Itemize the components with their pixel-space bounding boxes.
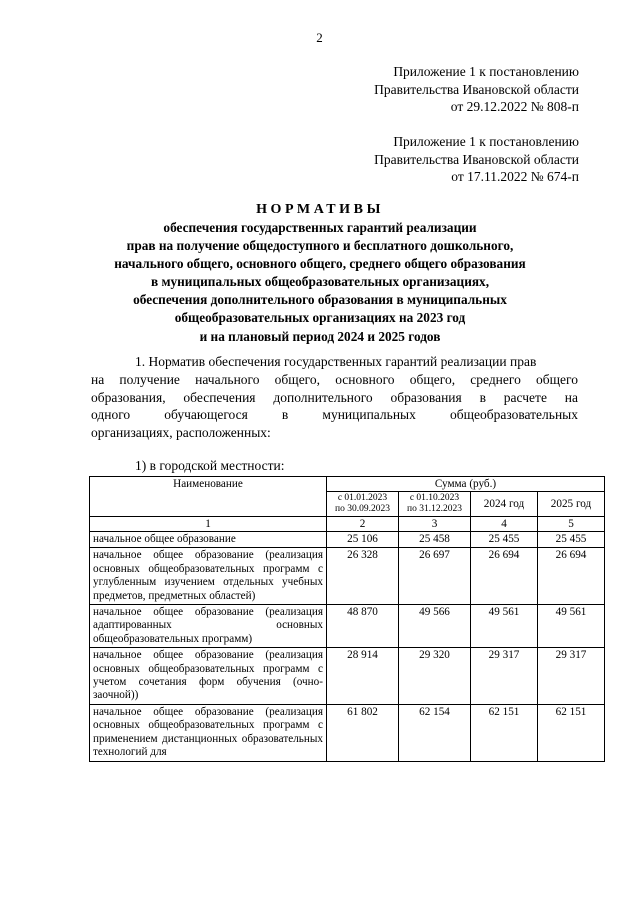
row-value: 49 561 [471,605,538,648]
header-period-1-to: по 30.09.2023 [335,504,390,514]
row-value: 62 151 [471,704,538,761]
appendix-line: Правительства Ивановской области [374,151,579,167]
header-period-2-from: с 01.10.2023 [409,493,460,503]
column-number-row [90,517,605,532]
header-period-1-from: с 01.01.2023 [337,493,388,503]
row-value: 62 151 [538,704,605,761]
paragraph-line: организациях, расположенных: [91,425,271,441]
row-value: 25 455 [471,532,538,548]
row-value: 61 802 [327,704,399,761]
table-row [90,548,605,605]
table-row [90,648,605,705]
document-title: НОРМАТИВЫ [256,202,384,217]
row-value: 25 455 [538,532,605,548]
paragraph-line: на получение начального общего, основного общего, среднего общего [91,371,578,387]
document-title-block [60,201,580,346]
row-value: 29 320 [399,648,471,705]
row-name: начальное общее образование [90,532,327,548]
paragraph-line: одного обучающегося в муниципальных общеобразовательных [91,407,578,423]
row-value: 49 566 [399,605,471,648]
row-value: 26 328 [327,548,399,605]
column-number: 3 [399,517,471,532]
appendix-line: Правительства Ивановской области [374,81,579,97]
row-value: 26 694 [538,548,605,605]
header-period-2-to: по 31.12.2023 [407,504,462,514]
header-period-1 [327,492,399,517]
subtitle-line: обеспечения дополнительного образования в муниципальных [133,292,507,308]
header-sum: Сумма (руб.) [327,477,605,492]
table-header-row [90,477,605,492]
header-year-2024: 2024 год [471,492,538,517]
subtitle-line: прав на получение общедоступного и бесплатного дошкольного, [126,238,514,254]
document-subtitle [60,219,580,346]
row-name: начальное общее образование (реализация основных общеобразовательных программ с учетом сочетания форм обучения (очно-заочной)) [90,648,327,705]
page-number: 2 [316,30,323,45]
subtitle-line: обеспечения государственных гарантий реализации [163,220,477,235]
norms-table [89,476,605,762]
row-value: 26 694 [471,548,538,605]
appendix-line: Приложение 1 к постановлению [393,64,579,79]
header-period-2 [399,492,471,517]
column-number: 2 [327,517,399,532]
subsection-label: 1) в городской местности: [135,458,285,473]
row-value: 25 458 [399,532,471,548]
row-name: начальное общее образование (реализация основных общеобразовательных программ с применением дистанционных образовательных технологий для [90,704,327,761]
table-row [90,704,605,761]
row-value: 62 154 [399,704,471,761]
row-value: 28 914 [327,648,399,705]
appendix-reference-current [374,63,579,116]
row-value: 25 106 [327,532,399,548]
appendix-line: от 17.11.2022 № 674-п [451,169,579,184]
subtitle-line: и на плановый период 2024 и 2025 годов [199,328,441,344]
subtitle-line: начального общего, основного общего, среднего общего образования [114,256,526,272]
header-year-2025: 2025 год [538,492,605,517]
paragraph-1 [91,353,578,442]
header-name: Наименование [90,477,327,517]
column-number: 4 [471,517,538,532]
subtitle-line: общеобразовательных организациях на 2023 год [174,310,466,326]
appendix-reference-original [374,133,579,186]
row-value: 49 561 [538,605,605,648]
row-value: 48 870 [327,605,399,648]
row-value: 29 317 [471,648,538,705]
row-value: 29 317 [538,648,605,705]
column-number: 5 [538,517,605,532]
column-number: 1 [90,517,327,532]
row-name: начальное общее образование (реализация основных общеобразовательных программ с углубленным изучением отдельных учебных предметов, предметных областей) [90,548,327,605]
row-value: 26 697 [399,548,471,605]
appendix-line: Приложение 1 к постановлению [393,134,579,149]
paragraph-line: образования, обеспечения дополнительного образования в расчете на [91,389,578,405]
subtitle-line: в муниципальных общеобразовательных организациях, [150,274,490,290]
table-row [90,605,605,648]
appendix-line: от 29.12.2022 № 808-п [450,99,579,114]
row-name: начальное общее образование (реализация адаптированных основных общеобразовательных программ) [90,605,327,648]
table-row [90,532,605,548]
paragraph-line: 1. Норматив обеспечения государственных гарантий реализации прав [135,354,537,369]
